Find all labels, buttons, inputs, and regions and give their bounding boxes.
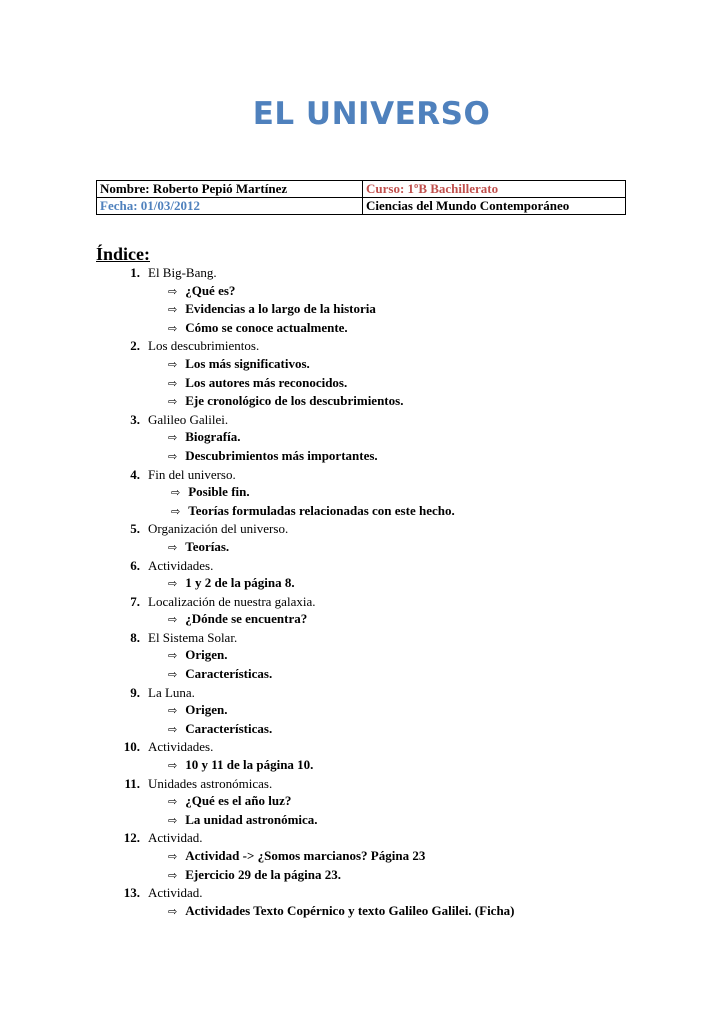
sub-item	[148, 646, 515, 665]
index-item-number: 8.	[130, 629, 140, 645]
index-item-label: La Luna.	[148, 684, 195, 700]
arrow-right-icon: ⇨	[168, 649, 178, 663]
index-item	[96, 884, 515, 920]
arrow-right-icon: ⇨	[168, 668, 178, 682]
index-item-label: El Big-Bang.	[148, 265, 217, 280]
sub-item-label: 10 y 11 de la página 10.	[185, 757, 314, 773]
sub-item	[148, 811, 515, 830]
table-of-contents	[96, 264, 515, 920]
index-item	[96, 337, 515, 410]
student-name: Nombre: Roberto Pepió Martínez	[97, 181, 363, 198]
index-item	[96, 684, 515, 739]
index-item	[96, 520, 515, 556]
index-item	[96, 557, 515, 593]
arrow-right-icon: ⇨	[168, 850, 178, 863]
sub-item	[148, 701, 515, 720]
sub-item-label: Actividades Texto Copérnico y texto Galileo Galilei. (Ficha)	[185, 902, 515, 918]
sub-item	[148, 665, 515, 684]
sub-item	[148, 300, 515, 319]
arrow-right-icon: ⇨	[168, 704, 178, 718]
arrow-right-icon: ⇨	[168, 303, 178, 317]
sub-item	[148, 428, 515, 447]
sub-item	[148, 610, 515, 629]
arrow-right-icon: ⇨	[168, 613, 178, 627]
course: Curso: 1ºB Bachillerato	[363, 181, 626, 198]
sub-item	[148, 319, 515, 338]
arrow-right-icon: ⇨	[168, 284, 178, 298]
index-item-label: Los descubrimientos.	[148, 338, 260, 354]
sub-item-label: Cómo se conoce actualmente.	[185, 319, 348, 335]
sub-item-label: Teorías.	[185, 538, 230, 554]
arrow-right-icon: ⇨	[168, 321, 178, 335]
sub-item	[148, 574, 515, 593]
sub-item-label: Origen.	[185, 647, 228, 663]
index-item-number: 10.	[123, 739, 140, 755]
sub-item-label: Ejercicio 29 de la página 23.	[185, 866, 341, 882]
sub-item-label: Evidencias a lo largo de la historia	[185, 301, 376, 317]
arrow-right-icon: ⇨	[168, 395, 178, 409]
index-item-number: 3.	[130, 411, 140, 427]
sub-item-label: Biografía.	[185, 429, 241, 445]
index-item-number: 5.	[130, 521, 140, 537]
sub-item-label: La unidad astronómica.	[185, 811, 318, 827]
index-item-number: 13.	[123, 885, 140, 901]
info-row	[97, 181, 626, 198]
index-heading: Índice:	[96, 244, 150, 264]
index-item-label: El Sistema Solar.	[148, 629, 238, 645]
index-item-number: 7.	[130, 593, 140, 609]
sub-item-label: Actividad -> ¿Somos marcianos? Página 23	[185, 848, 426, 863]
sub-item-label: ¿Qué es el año luz?	[185, 793, 292, 809]
sub-item	[148, 374, 515, 393]
index-item-number: 11.	[124, 775, 140, 791]
sub-item	[148, 483, 515, 502]
index-item	[96, 466, 515, 521]
arrow-right-icon: ⇨	[168, 449, 178, 463]
index-item-label: Fin del universo.	[148, 466, 236, 482]
sub-item	[148, 538, 515, 557]
index-item	[96, 738, 515, 774]
index-item-number: 9.	[130, 684, 140, 700]
arrow-right-icon: ⇨	[168, 376, 178, 390]
arrow-right-icon: ⇨	[168, 577, 178, 591]
index-item-label: Actividad.	[148, 885, 203, 901]
info-table	[96, 180, 626, 215]
arrow-right-icon: ⇨	[168, 357, 178, 371]
arrow-right-icon: ⇨	[168, 904, 178, 918]
index-item-label: Actividad.	[148, 830, 203, 846]
index-item	[96, 629, 515, 684]
sub-item	[148, 720, 515, 739]
arrow-right-icon: ⇨	[168, 540, 178, 554]
index-item	[96, 264, 515, 337]
sub-item-label: ¿Qué es?	[185, 282, 236, 298]
index-item-number: 6.	[130, 557, 140, 573]
sub-item-label: Los más significativos.	[185, 355, 310, 371]
index-item	[96, 411, 515, 466]
arrow-right-icon: ⇨	[168, 722, 178, 736]
index-item-label: Galileo Galilei.	[148, 411, 229, 427]
sub-item	[148, 866, 515, 885]
sub-item	[148, 447, 515, 466]
sub-item-label: Posible fin.	[188, 484, 250, 500]
index-item-number: 4.	[130, 466, 140, 482]
index-item-number: 2.	[130, 338, 140, 354]
sub-item	[148, 502, 515, 521]
index-item-label: Localización de nuestra galaxia.	[148, 593, 316, 609]
arrow-right-icon: ⇨	[168, 813, 178, 827]
index-item-label: Actividades.	[148, 557, 214, 573]
arrow-right-icon: ⇨	[168, 795, 178, 809]
index-item-number: 1.	[130, 265, 140, 280]
sub-item	[148, 902, 515, 921]
sub-item	[148, 756, 515, 775]
index-item	[96, 593, 515, 629]
sub-item-label: Los autores más reconocidos.	[185, 374, 348, 390]
sub-item-label: ¿Dónde se encuentra?	[185, 611, 308, 627]
sub-item-label: Características.	[185, 666, 273, 682]
arrow-right-icon: ⇨	[168, 431, 178, 445]
index-item	[96, 775, 515, 830]
index-item-number: 12.	[123, 830, 140, 846]
sub-item-label: Eje cronológico de los descubrimientos.	[185, 393, 404, 409]
sub-item	[148, 792, 515, 811]
sub-item-label: Características.	[185, 720, 273, 736]
arrow-right-icon: ⇨	[171, 486, 181, 500]
info-row	[97, 198, 626, 215]
sub-item-label: Origen.	[185, 702, 228, 718]
arrow-right-icon: ⇨	[168, 759, 178, 773]
sub-item-label: 1 y 2 de la página 8.	[185, 575, 295, 591]
document-title: EL UNIVERSO	[252, 96, 491, 132]
date: Fecha: 01/03/2012	[97, 198, 363, 215]
arrow-right-icon: ⇨	[171, 504, 181, 518]
index-item-label: Organización del universo.	[148, 521, 289, 537]
sub-item-label: Descubrimientos más importantes.	[185, 447, 378, 463]
index-item-label: Unidades astronómicas.	[148, 775, 273, 791]
sub-item	[148, 392, 515, 411]
sub-item	[148, 355, 515, 374]
sub-item	[148, 282, 515, 301]
sub-item-label: Teorías formuladas relacionadas con este hecho.	[188, 502, 455, 518]
index-item	[96, 829, 515, 884]
sub-item	[148, 847, 515, 866]
arrow-right-icon: ⇨	[168, 868, 178, 882]
subject: Ciencias del Mundo Contemporáneo	[363, 198, 626, 215]
index-item-label: Actividades.	[148, 739, 214, 755]
